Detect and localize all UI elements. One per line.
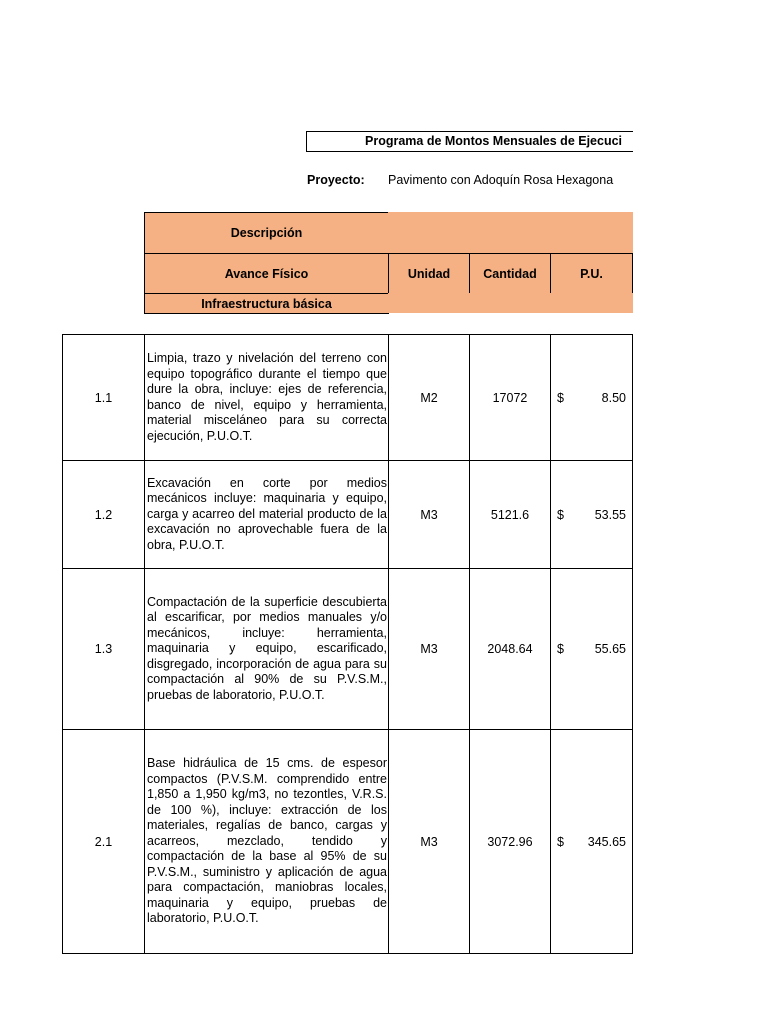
- section-fill: [388, 293, 633, 313]
- header-cantidad: Cantidad: [469, 253, 551, 294]
- currency-symbol: $: [557, 390, 564, 405]
- row-price: [550, 729, 633, 954]
- row-id: 1.3: [62, 568, 145, 730]
- price-value: 55.65: [594, 642, 626, 656]
- row-id: 1.1: [62, 334, 145, 461]
- currency-symbol: $: [557, 507, 564, 522]
- row-description: Limpia, trazo y nivelación del terreno con equipo topográfico durante el tiempo que dure la obra, incluye: ejes de referencia, banco de nivel, equipo y herramienta, material misceláneo para su correcta ejecución, P.U.O.T.: [144, 334, 389, 461]
- project-value: Pavimento con Adoquín Rosa Hexagona: [388, 173, 614, 187]
- row-description: Base hidráulica de 15 cms. de espesor compactos (P.V.S.M. comprendido entre 1,850 a 1,950 kg/m3, no tezontles, V.R.S. de 100 %), incluye: extracción de los materiales, regalías de banco, cargas y acarreos, mezclado, tendido y compactación de la base al 95% de su P.V.S.M., suministro y aplicación de agua para compactación, maniobras locales, maquinaria y equipo, pruebas de laboratorio, P.U.O.T.: [144, 729, 389, 954]
- row-unit: M3: [388, 568, 470, 730]
- header-fill: [388, 212, 633, 254]
- price-value: 8.50: [601, 390, 626, 405]
- row-quantity: 5121.6: [469, 460, 551, 569]
- header-unidad: Unidad: [388, 253, 470, 294]
- row-quantity: 3072.96: [469, 729, 551, 954]
- row-price: [550, 568, 633, 730]
- header-pu: P.U.: [550, 253, 633, 294]
- row-unit: M3: [388, 460, 470, 569]
- row-id: 1.2: [62, 460, 145, 569]
- row-quantity: 17072: [469, 334, 551, 461]
- currency-symbol: $: [557, 834, 564, 849]
- document-title: Programa de Montos Mensuales de Ejecuci: [306, 131, 633, 152]
- row-unit: M2: [388, 334, 470, 461]
- header-descripcion: Descripción: [144, 212, 389, 254]
- header-avance-fisico: Avance Físico: [144, 253, 389, 294]
- currency-symbol: $: [557, 642, 564, 656]
- row-description: Compactación de la superficie descubierta al escarificar, por medios manuales y/o mecánicos, incluye: herramienta, maquinaria y equipo, escarificado, disgregado, incorporación de agua para su compactación al 90% de su P.V.S.M., pruebas de laboratorio, P.U.O.T.: [144, 568, 389, 730]
- price-value: 53.55: [594, 507, 626, 522]
- section-title: Infraestructura básica: [144, 293, 389, 314]
- price-value: 345.65: [587, 834, 626, 849]
- row-price: [550, 460, 633, 569]
- row-unit: M3: [388, 729, 470, 954]
- row-price: [550, 334, 633, 461]
- row-description: Excavación en corte por medios mecánicos incluye: maquinaria y equipo, carga y acarreo del material producto de la excavación no aprovechable fuera de la obra, P.U.O.T.: [144, 460, 389, 569]
- row-id: 2.1: [62, 729, 145, 954]
- project-label: Proyecto:: [307, 173, 365, 187]
- row-quantity: 2048.64: [469, 568, 551, 730]
